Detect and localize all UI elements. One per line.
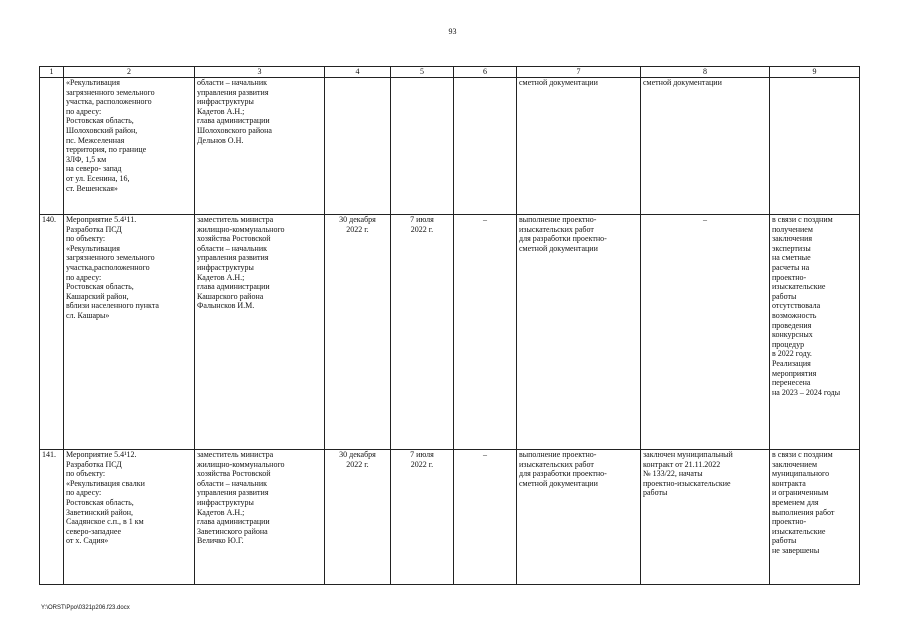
- actual-date-cell: 7 июля 2022 г.: [391, 215, 454, 450]
- column-6-cell: –: [454, 450, 517, 585]
- header-row: [40, 67, 860, 78]
- planned-result-cell: выполнение проектно- изыскательских работ для разработки проектно- сметной документации: [517, 215, 641, 450]
- header-cell: 4: [325, 67, 391, 78]
- actual-result-cell: сметной документации: [641, 78, 770, 215]
- planned-date-cell: [325, 78, 391, 215]
- table-row: [40, 78, 860, 215]
- row-number: 141.: [40, 450, 64, 585]
- event-cell: Мероприятие 5.4¹11. Разработка ПСД по объекту: «Рекультивация загрязненного земельного участка,расположенного по адресу: Ростовская область, Кашарский район, вблизи населенного пункта сл. Кашары»: [64, 215, 195, 450]
- planned-date-cell: 30 декабря 2022 г.: [325, 215, 391, 450]
- header-cell: 3: [195, 67, 325, 78]
- actual-result-cell: заключен муниципальный контракт от 21.11.2022 № 133/22, начаты проектно-изыскательские работы: [641, 450, 770, 585]
- actual-date-cell: [391, 78, 454, 215]
- column-6-cell: [454, 78, 517, 215]
- page-number: 93: [448, 27, 457, 36]
- event-cell: «Рекультивация загрязненного земельного участка, расположенного по адресу: Ростовская область, Шолоховский район, пс. Межселенная территория, по границе ЗЛФ, 1,5 км на северо- запад от ул. Есенина, 16, ст. Вешенская»: [64, 78, 195, 215]
- file-path-footer: Y:\ORST\Ppo\0321p206.f23.docx: [41, 605, 130, 611]
- header-cell: 7: [517, 67, 641, 78]
- reason-cell: в связи с поздним получением заключения экспертизы на сметные расчеты на проектно- изыскательские работы отсутствовала возможность проведения конкурсных процедур в 2022 году. Реализация мероприятия перенесена на 2023 – 2024 годы: [770, 215, 860, 450]
- row-number: 140.: [40, 215, 64, 450]
- planned-result-cell: сметной документации: [517, 78, 641, 215]
- report-table: [39, 66, 860, 585]
- header-cell: 2: [64, 67, 195, 78]
- event-cell: Мероприятие 5.4¹12. Разработка ПСД по объекту: «Рекультивация свалки по адресу: Ростовская область, Заветинский район, Саадянское с.п., в 1 км северо-западнее от х. Садия»: [64, 450, 195, 585]
- reason-cell: [770, 78, 860, 215]
- header-cell: 8: [641, 67, 770, 78]
- header-cell: 9: [770, 67, 860, 78]
- reason-cell: в связи с поздним заключением муниципального контракта и ограниченным временем для выполнения работ проектно- изыскательские работы не завершены: [770, 450, 860, 585]
- responsible-cell: заместитель министра жилищно-коммунального хозяйства Ростовской области – начальник управления развития инфраструктуры Кадетов А.Н.; глава администрации Заветинского района Величко Ю.Г.: [195, 450, 325, 585]
- actual-date-cell: 7 июля 2022 г.: [391, 450, 454, 585]
- header-cell: 6: [454, 67, 517, 78]
- row-number: [40, 78, 64, 215]
- responsible-cell: заместитель министра жилищно-коммунального хозяйства Ростовской области – начальник управления развития инфраструктуры Кадетов А.Н.; глава администрации Кашарского района Фалынсков И.М.: [195, 215, 325, 450]
- responsible-cell: области – начальник управления развития инфраструктуры Кадетов А.Н.; глава администрации Шолоховского района Дельнов О.Н.: [195, 78, 325, 215]
- actual-result-cell: –: [641, 215, 770, 450]
- table-row: [40, 215, 860, 450]
- header-cell: 5: [391, 67, 454, 78]
- header-cell: 1: [40, 67, 64, 78]
- planned-date-cell: 30 декабря 2022 г.: [325, 450, 391, 585]
- table-row: [40, 450, 860, 585]
- planned-result-cell: выполнение проектно- изыскательских работ для разработки проектно- сметной документации: [517, 450, 641, 585]
- column-6-cell: –: [454, 215, 517, 450]
